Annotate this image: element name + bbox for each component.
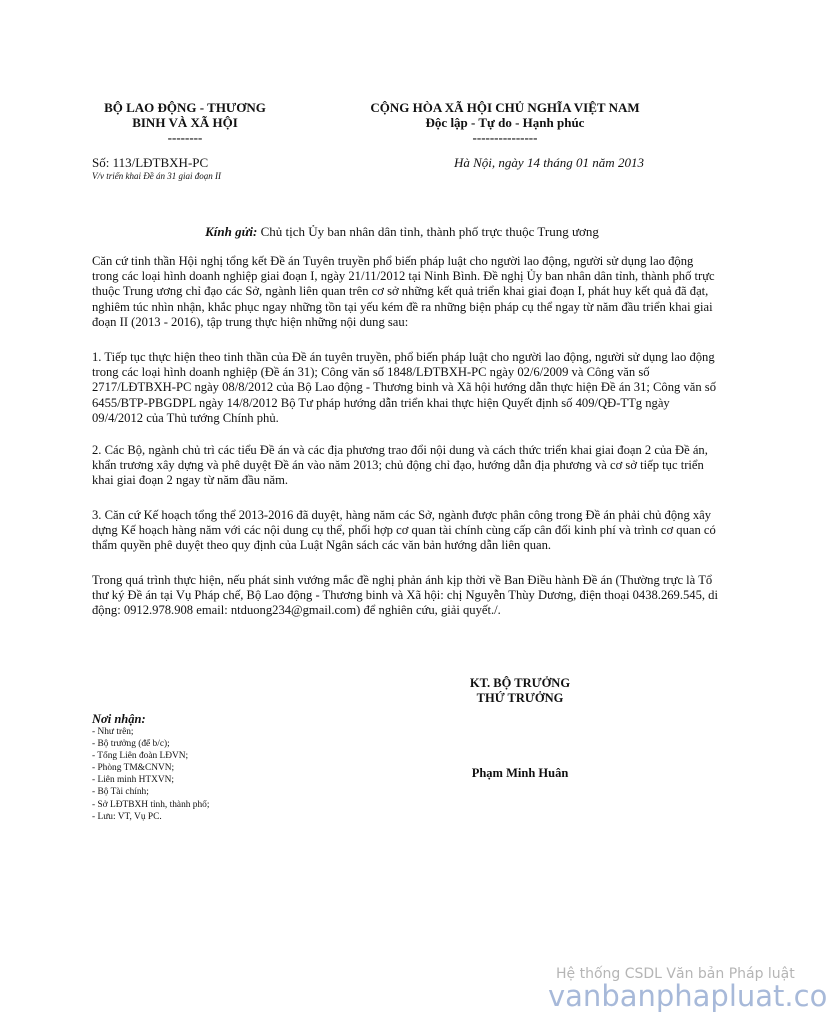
recipient-item: - Tổng Liên đoàn LĐVN; [92,751,189,762]
document-number: Số: 113/LĐTBXH-PC [92,155,209,170]
watermark-site: vanbanphapluat.co [548,979,827,1013]
ministry-header [70,100,300,145]
ministry-name-line1: BỘ LAO ĐỘNG - THƯƠNG [104,100,266,115]
signature-subtitle: THỨ TRƯỞNG [476,691,564,705]
body-paragraph-1: 1. Tiếp tục thực hiện theo tinh thần của Đề án tuyên truyền, phổ biến pháp luật cho người lao động, người sử dụng lao động trong các loại hình doanh nghiệp (Đề án 31); Công văn số 1848/LĐTBXH-PC ngày 02/6/2009 và Công văn số 2717/LĐTBXH-PC ngày 08/8/2012 của Bộ Lao động - Thương binh và Xã hội hướng dẫn thực hiện Đề án 31; Công văn số 6455/BTP-PBGDPL ngày 14/8/2012 Bộ Tư pháp hướng dẫn triển khai thực hiện Quyết định số 409/QĐ-TTg ngày 09/4/2012 của Thủ tướng Chính phủ. [92,350,716,425]
signature-title: KT. BỘ TRƯỞNG [469,676,571,690]
ministry-name-line2: BINH VÀ XÃ HỘI [132,115,238,130]
recipient-item: - Như trên; [92,727,134,737]
body-paragraph-closing: Trong quá trình thực hiện, nếu phát sinh vướng mắc đề nghị phản ánh kịp thời về Ban Điều hành Đề án (Thường trực là Tổ thư ký Đề án tại Vụ Pháp chế, Bộ Lao động - Thương binh và Xã hội: chị Nguyễn Thùy Dương, điện thoại 0438.269.545, di động: 0912.978.908 email: ntduong234@gmail.com) để nghiên cứu, giải quyết./. [92,573,718,618]
body-paragraph-intro: Căn cứ tinh thần Hội nghị tổng kết Đề án Tuyên truyền phổ biến pháp luật cho người lao động, người sử dụng lao động trong các loại hình doanh nghiệp giai đoạn I, ngày 21/11/2012 tại Ninh Bình. Đề nghị Ủy ban nhân dân tỉnh, thành phố trực thuộc Trung ương chỉ đạo các Sở, ngành liên quan trên cơ sở những kết quả triển khai giai đoạn I, phát huy kết quả đã đạt, nghiêm túc nhìn nhận, khắc phục ngay những tồn tại yếu kém đề ra những biện pháp cụ thể ngay từ năm đầu triển khai giai đoạn II (2013 - 2016), tập trung thực hiện những nội dung sau: [92,254,715,329]
addressee [92,224,712,240]
body-paragraph-2: 2. Các Bộ, ngành chủ trì các tiểu Đề án và các địa phương trao đổi nội dung và cách thức triển khai giai đoạn 2 của Đề án, khẩn trương xây dựng và phê duyệt Đề án vào năm 2013; chủ động chỉ đạo, hướng dẫn địa phương và cơ sở tiếp tục triển khai giai đoạn 2 ngay từ năm đầu năm. [92,443,708,488]
document-date: Hà Nội, ngày 14 tháng 01 năm 2013 [454,155,644,170]
body-paragraph-3: 3. Căn cứ Kế hoạch tổng thể 2013-2016 đã duyệt, hàng năm các Sở, ngành được phân công trong Đề án phải chủ động xây dựng Kế hoạch hàng năm với các nội dung cụ thể, phối hợp cơ quan tài chính cùng cấp cân đối kinh phí và trình cơ quan có thẩm quyền phê duyệt theo quy định của Luật Ngân sách các văn bản hướng dẫn liên quan. [92,508,716,553]
recipient-item: - Lưu: VT, Vụ PC. [92,811,162,822]
motto: Độc lập - Tự do - Hạnh phúc [425,115,585,130]
signer-name: Phạm Minh Huân [471,766,569,780]
recipient-item: - Sở LĐTBXH tỉnh, thành phố; [92,799,210,810]
signature-block [420,676,620,706]
recipient-item: - Phòng TM&CNVN; [92,763,175,774]
recipients-label: Nơi nhận: [92,712,146,726]
nation-name: CỘNG HÒA XÃ HỘI CHỦ NGHĨA VIỆT NAM [370,100,640,115]
recipient-item: - Bộ Tài chính; [92,787,149,798]
addressee-recipient: Chủ tịch Ủy ban nhân dân tỉnh, thành phố trực thuộc Trung ương [257,224,599,239]
nation-header [305,100,705,145]
recipients-list [92,726,209,823]
recipient-item: - Liên minh HTXVN; [92,775,175,786]
ministry-rule: -------- [167,130,203,145]
watermark-caption: Hệ thống CSDL Văn bản Pháp luật [556,966,795,982]
motto-rule: --------------- [472,130,538,145]
recipient-item: - Bộ trưởng (để b/c); [92,739,170,750]
document-subject: V/v triển khai Đề án 31 giai đoạn II [92,171,221,181]
addressee-label: Kính gửi: [205,224,258,239]
